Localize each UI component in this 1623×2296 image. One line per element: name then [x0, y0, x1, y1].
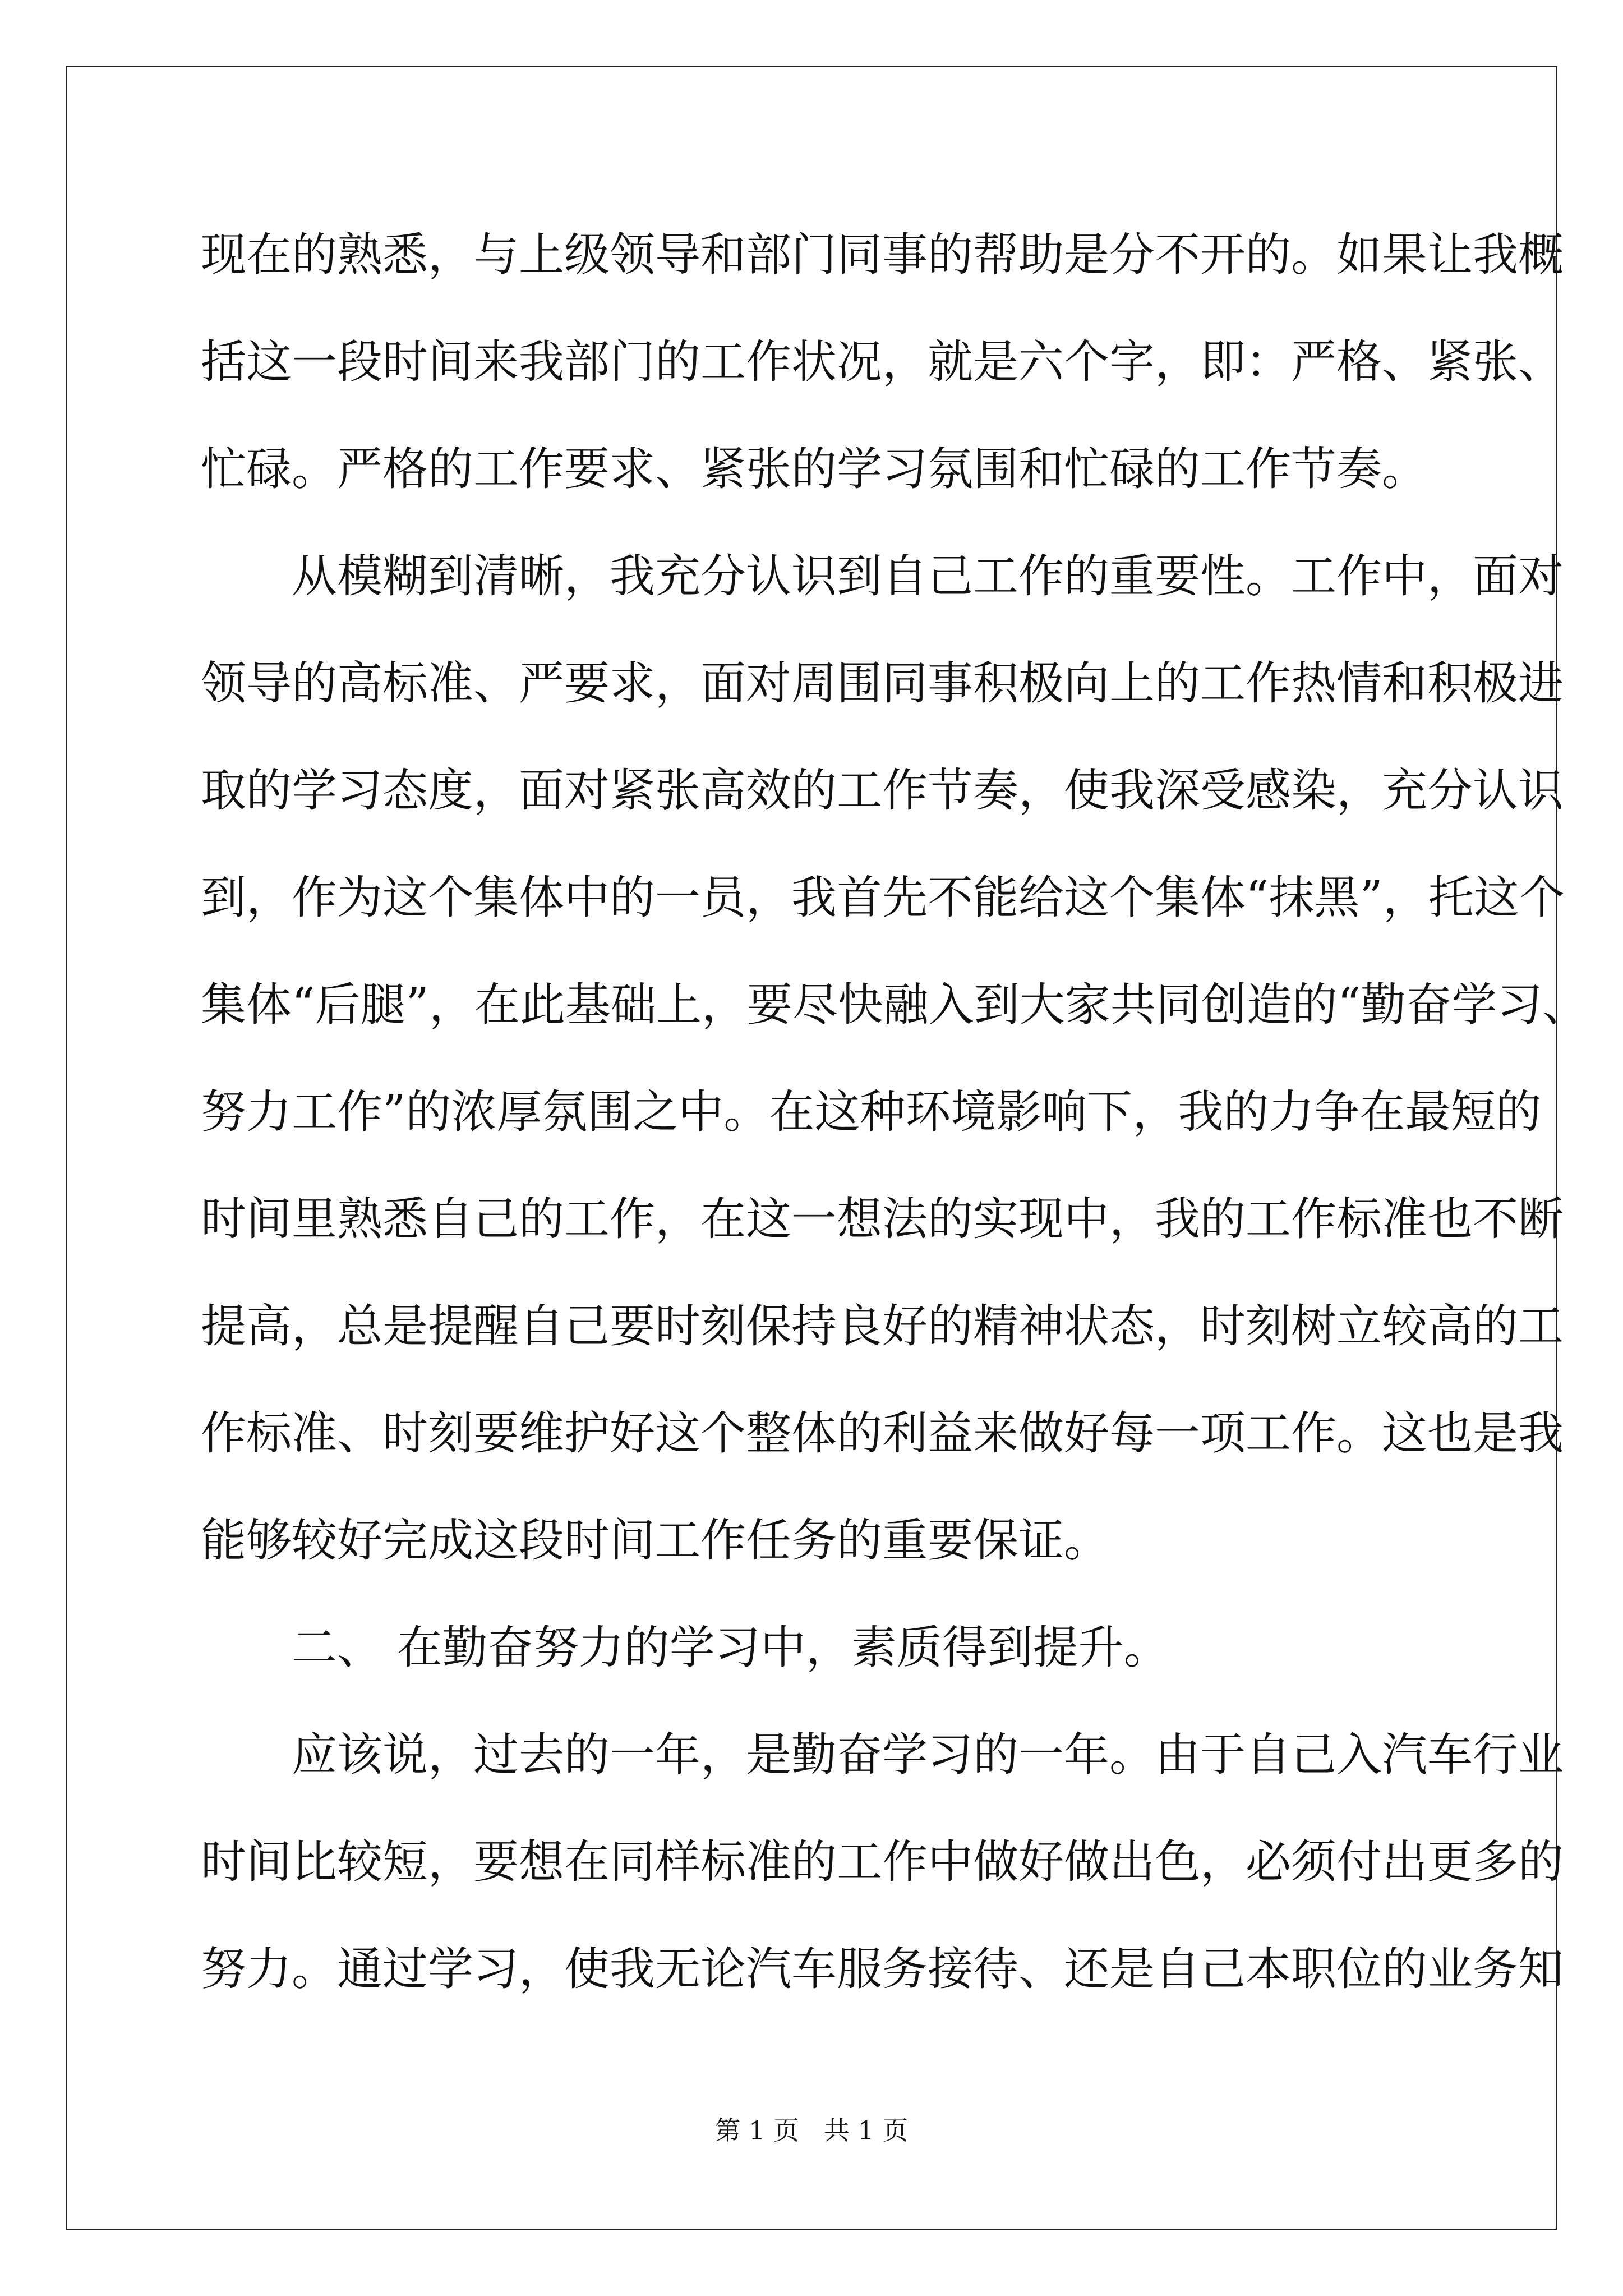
text-line: 努力。通过学习，使我无论汽车服务接待、还是自己本职位的业务知 — [201, 1943, 1564, 1996]
text-line: 时间里熟悉自己的工作，在这一想法的实现中，我的工作标准也不断 — [201, 1193, 1564, 1246]
section-heading: 二、 在勤奋努力的学习中，素质得到提升。 — [292, 1622, 1169, 1674]
text-line: 括这一段时间来我部门的工作状况，就是六个字，即：严格、紧张、 — [201, 336, 1564, 389]
paragraph-first-line: 从模糊到清晰，我充分认识到自己工作的重要性。工作中，面对 — [292, 550, 1564, 603]
text-line: 提高，总是提醒自己要时刻保持良好的精神状态，时刻树立较高的工 — [201, 1300, 1564, 1353]
text-line: 集体“后腿”，在此基础上，要尽快融入到大家共同创造的“勤奋学习、 — [201, 979, 1588, 1032]
text-line: 忙碌。严格的工作要求、紧张的学习氛围和忙碌的工作节奏。 — [201, 443, 1428, 496]
text-line: 时间比较短，要想在同样标准的工作中做好做出色，必须付出更多的 — [201, 1836, 1564, 1889]
paragraph-first-line: 应该说，过去的一年，是勤奋学习的一年。由于自己入汽车行业 — [292, 1729, 1564, 1782]
text-line: 到，作为这个集体中的一员，我首先不能给这个集体“抹黑”，托这个 — [201, 872, 1565, 924]
text-line: 作标准、时刻要维护好这个整体的利益来做好每一项工作。这也是我 — [201, 1407, 1564, 1460]
page-footer: 第 1 页 共 1 页 — [714, 2115, 909, 2146]
text-line: 现在的熟悉，与上级领导和部门同事的帮助是分不开的。如果让我概 — [201, 229, 1564, 282]
text-line: 领导的高标准、严要求，面对周围同事积极向上的工作热情和积极进 — [201, 657, 1564, 710]
text-line: 努力工作”的浓厚氛围之中。在这种环境影响下，我的力争在最短的 — [201, 1086, 1542, 1139]
text-line: 取的学习态度，面对紧张高效的工作节奏，使我深受感染，充分认识 — [201, 765, 1564, 817]
body-text — [201, 213, 1588, 2035]
text-line: 能够较好完成这段时间工作任务的重要保证。 — [201, 1515, 1110, 1567]
